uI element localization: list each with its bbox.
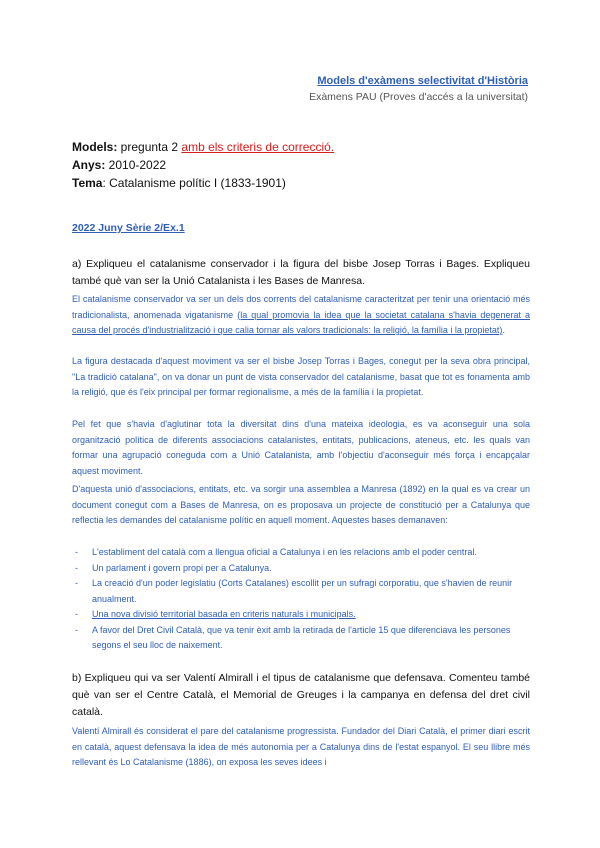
list-item-text: La creació d'un poder legislatiu (Corts Catalanes) escollit per un sufragi corporatiu, que s'havien de reunir anualment.	[92, 578, 513, 604]
list-item	[72, 545, 530, 561]
list-item-text: L'establiment del català com a llengua oficial a Catalunya i en les relacions amb el poder central.	[92, 547, 477, 557]
list-item-text: Una nova divisió territorial basada en criteris naturals i municipals.	[92, 609, 356, 619]
list-dash: -	[75, 609, 78, 619]
list-dash: -	[75, 562, 78, 573]
list-item	[72, 623, 530, 654]
answer-a-paragraph-3: Pel fet que s'havia d'aglutinar tota la diversitat dins d'una mateixa ideologia, es va aconseguir una sola organització política de diferents associacions catalanistes, entitats, publicacions, ateneus, etc. les quals van formar una agrupació coneguda com a Unió Catalanista, amb l'objectiu d'aconseguir més força i encapçalar aquest moviment.	[72, 419, 530, 476]
document-title-link[interactable]: Models d'exàmens selectivitat d'Història	[317, 75, 528, 87]
list-item	[72, 607, 530, 623]
criteria-link[interactable]: amb els criteris de correcció.	[181, 140, 335, 154]
bases-list	[72, 545, 530, 654]
answer-a-p1-text: El catalanisme conservador va ser un dels dos corrents del catalanisme caracteritzat per tenir una orientació més tradicionalista, anomenada vigatanisme	[72, 294, 530, 320]
list-item-text: A favor del Dret Civil Català, que va tenir èxit amb la retirada de l'article 15 que diferenciava les persones segons el seu lloc de naixement.	[92, 624, 511, 650]
list-item	[72, 576, 530, 607]
topic-line	[72, 176, 286, 190]
list-item	[72, 561, 530, 577]
list-dash: -	[75, 624, 78, 635]
question-b: b) Expliqueu qui va ser Valentí Almirall i el tipus de catalanisme que defensava. Comenteu també què van ser el Centre Català, el Memorial de Greuges i la campanya en defensa del dret civil català.	[72, 672, 530, 718]
answer-a-paragraph-4: D'aquesta unió d'associacions, entitats, etc. va sorgir una assemblea a Manresa (1892) en la qual es va crear un document conegut com a Bases de Manresa, on es proposava un projecte de constitució per a Catalunya que reflectia les demandes del catalanisme polític en aquell moment. Aquestes bases demanaven:	[72, 484, 530, 525]
answer-a-paragraph-2: La figura destacada d'aquest moviment va ser el bisbe Josep Torras i Bages, conegut per la seva obra principal, "La tradició catalana", on va donar un punt de vista conservador del catalanisme, basat que tot es fonamenta amb la religió, que és l'eix principal per formar regionalisme, a més de la família i la propietat.	[72, 356, 530, 397]
topic-value: : Catalanisme polític I (1833-1901)	[102, 176, 286, 190]
topic-label: Tema	[72, 176, 103, 190]
list-item-text: Un parlament i govern propi per a Catalunya.	[92, 562, 272, 573]
answer-a-p1-underlined: (la qual promovia la idea que la societat catalana s'havia degenerat a causa del procés d'industrialització i que calia tornar als valors tradicionals: la religió, la família i la propietat)	[72, 309, 530, 335]
models-value: pregunta 2	[117, 140, 182, 154]
answer-a-paragraph-1	[72, 292, 530, 339]
answer-a-p1-end: .	[502, 325, 505, 335]
models-label: Models:	[72, 140, 118, 154]
answer-b-paragraph-1: Valentí Almirall és considerat el pare del catalanisme progressista. Fundador del Diari Català, el primer diari escrit en català, aquest defensava la idea de més autonomia per a Catalunya dins de l'estat espanyol. El seu llibre més rellevant és Lo Catalanisme (1886), on exposa les seves idees i	[72, 726, 530, 767]
models-line	[72, 140, 334, 154]
question-a: a) Expliqueu el catalanisme conservador i la figura del bisbe Josep Torras i Bages. Expliqueu també què van ser la Unió Catalanista i les Bases de Manresa.	[72, 258, 530, 287]
years-value: 2010-2022	[105, 158, 167, 172]
document-subtitle: Exàmens PAU (Proves d'accés a la universitat)	[309, 91, 528, 103]
years-label: Anys:	[72, 158, 106, 172]
years-line	[72, 158, 166, 172]
list-dash: -	[75, 547, 78, 557]
exam-section-link[interactable]: 2022 Juny Sèrie 2/Ex.1	[72, 222, 185, 234]
list-dash: -	[75, 578, 78, 588]
